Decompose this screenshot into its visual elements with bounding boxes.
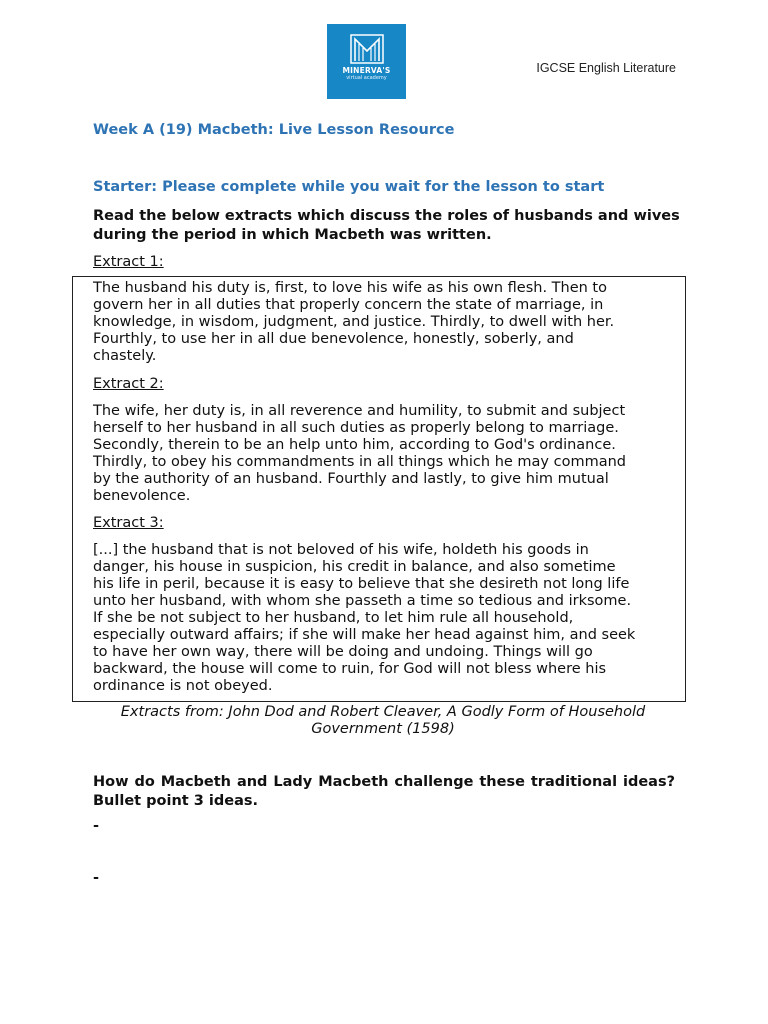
extract-line: unto her husband, with whom she passeth a time so tedious and irksome. [93, 593, 632, 609]
course-label: IGCSE English Literature [536, 61, 676, 75]
extract-1-label: Extract 1: [93, 254, 164, 270]
extract-line: benevolence. [93, 488, 191, 504]
extract-line: The husband his duty is, first, to love his wife as his own flesh. Then to [93, 280, 607, 296]
source-citation [93, 704, 673, 738]
page-title: Week A (19) Macbeth: Live Lesson Resource [93, 122, 455, 138]
answer-bullet-1: - [93, 818, 100, 834]
extract-line: Fourthly, to use her in all due benevolence, honestly, soberly, and [93, 331, 574, 347]
extract-2-text [93, 403, 683, 505]
extract-line: his life in peril, because it is easy to believe that she desireth not long life [93, 576, 630, 592]
extract-line: knowledge, in wisdom, judgment, and justice. Thirdly, to dwell with her. [93, 314, 615, 330]
extract-line: The wife, her duty is, in all reverence and humility, to submit and subject [93, 403, 626, 419]
extract-line: to have her own way, there will be doing and undoing. Things will go [93, 644, 593, 660]
extract-2-label: Extract 2: [93, 376, 164, 392]
extract-line: If she be not subject to her husband, to let him rule all household, [93, 610, 574, 626]
extract-1-text [93, 280, 683, 365]
academy-logo [327, 24, 406, 99]
extract-line: especially outward affairs; if she will make her head against him, and seek [93, 627, 636, 643]
source-line-2: Government (1598) [311, 721, 455, 737]
intro-instructions: Read the below extracts which discuss the roles of husbands and wives during the period in which Macbeth was written. [93, 208, 680, 243]
extract-line: backward, the house will come to ruin, for God will not bless where his [93, 661, 607, 677]
logo-sub-text: virtual academy [346, 75, 387, 81]
extract-line: chastely. [93, 348, 157, 364]
extract-3-label: Extract 3: [93, 515, 164, 531]
logo-brand-text: MINERVA'S [342, 66, 391, 75]
extract-line: ordinance is not obeyed. [93, 678, 273, 694]
source-line-1: Extracts from: John Dod and Robert Cleaver, A Godly Form of Household [120, 704, 646, 720]
extract-line: govern her in all duties that properly concern the state of marriage, in [93, 297, 604, 313]
extract-line: danger, his house in suspicion, his credit in balance, and also sometime [93, 559, 616, 575]
answer-bullet-2: - [93, 870, 100, 886]
extract-3-text [93, 542, 683, 695]
extract-line: herself to her husband in all such duties as properly belong to marriage. [93, 420, 619, 436]
extract-line: by the authority of an husband. Fourthly and lastly, to give him mutual [93, 471, 609, 487]
extract-line: [...] the husband that is not beloved of his wife, holdeth his goods in [93, 542, 589, 558]
extract-line: Secondly, therein to be an help unto him, according to God's ordinance. [93, 437, 616, 453]
extract-line: Thirdly, to obey his commandments in all things which he may command [93, 454, 626, 470]
minerva-logo-icon [350, 34, 384, 64]
task-question: How do Macbeth and Lady Macbeth challenge these traditional ideas? Bullet point 3 ideas. [93, 774, 675, 809]
starter-heading: Starter: Please complete while you wait for the lesson to start [93, 179, 605, 195]
